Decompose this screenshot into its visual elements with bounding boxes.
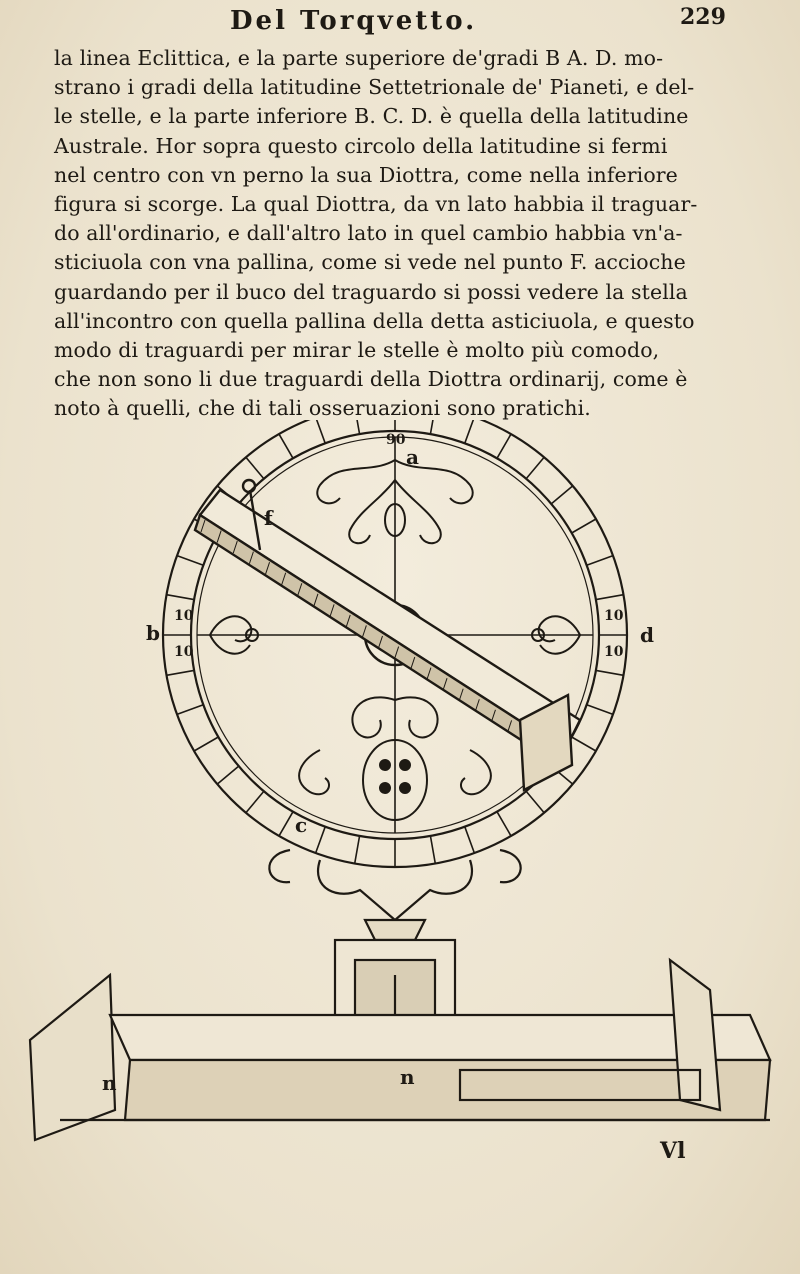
graduation-tick [596, 670, 624, 675]
graduation-tick [355, 420, 360, 434]
label-n-left: n [102, 1071, 117, 1095]
graduation-tick [217, 766, 238, 784]
text-line: sticiuola con vna pallina, come si vede nel punto F. accioche [54, 250, 686, 275]
text-line: le stelle, e la parte inferiore B. C. D. è quella della latitudine [54, 104, 689, 129]
signature-mark: Vl [660, 1138, 686, 1164]
graduation-tick [194, 737, 218, 751]
label-n-center: n [400, 1065, 415, 1089]
graduation-tick [526, 791, 544, 812]
scale-number-right-2: 10 [604, 644, 624, 660]
scale-number-left-2: 10 [174, 644, 194, 660]
text-line: modo di traguardi per mirar le stelle è molto più comodo, [54, 338, 660, 363]
text-line: strano i gradi della latitudine Settetrionale de' Pianeti, e del- [54, 75, 695, 100]
graduation-tick [246, 457, 264, 478]
text-line: figura si scorge. La qual Diottra, da vn lato habbia il traguar- [54, 192, 698, 217]
scale-number-left: 10 [174, 608, 194, 624]
instrument-woodcut [20, 420, 780, 1150]
graduation-tick [587, 705, 613, 715]
graduation-tick [465, 827, 475, 853]
text-line: noto à quelli, che di tali osseruazioni sono pratichi. [54, 396, 591, 421]
label-c: c [295, 813, 308, 837]
label-a: a [406, 445, 419, 469]
graduation-tick [587, 556, 613, 566]
page-number: 229 [680, 4, 726, 30]
graduation-tick [167, 670, 195, 675]
graduation-tick [572, 519, 596, 533]
scale-number-top: 90 [386, 432, 406, 448]
graduation-tick [551, 486, 572, 504]
text-line: all'incontro con quella pallina della detta asticiuola, e questo [54, 308, 695, 333]
graduation-tick [430, 420, 435, 434]
graduation-tick [246, 791, 264, 812]
graduation-tick [355, 836, 360, 864]
graduation-tick [572, 737, 596, 751]
graduation-tick [167, 595, 195, 600]
text-line: che non sono li due traguardi della Diottra ordinarij, come è [54, 367, 688, 392]
graduation-tick [316, 420, 326, 443]
graduation-tick [596, 595, 624, 600]
graduation-tick [497, 812, 511, 836]
graduation-tick [316, 827, 326, 853]
running-head: Del Torqvetto. [230, 6, 478, 36]
graduation-tick [430, 836, 435, 864]
label-f: f [264, 506, 273, 530]
graduation-tick [526, 457, 544, 478]
graduation-tick [279, 812, 293, 836]
label-b: b [146, 621, 160, 645]
graduation-tick [177, 556, 203, 566]
text-line: nel centro con vn perno la sua Diottra, come nella inferiore [54, 162, 678, 187]
graduation-tick [279, 434, 293, 458]
label-d: d [640, 623, 654, 647]
text-line: do all'ordinario, e dall'altro lato in quel cambio habbia vn'a- [54, 221, 683, 246]
text-line: la linea Eclittica, e la parte superiore de'gradi B A. D. mo- [54, 46, 664, 70]
graduation-tick [497, 434, 511, 458]
graduation-tick [465, 420, 475, 443]
body-text [54, 44, 744, 424]
scale-number-right: 10 [604, 608, 624, 624]
graduation-tick [177, 705, 203, 715]
text-line: Australe. Hor sopra questo circolo della latitudine si fermi [54, 133, 668, 158]
text-line: guardando per il buco del traguardo si possi vedere la stella [54, 279, 688, 304]
